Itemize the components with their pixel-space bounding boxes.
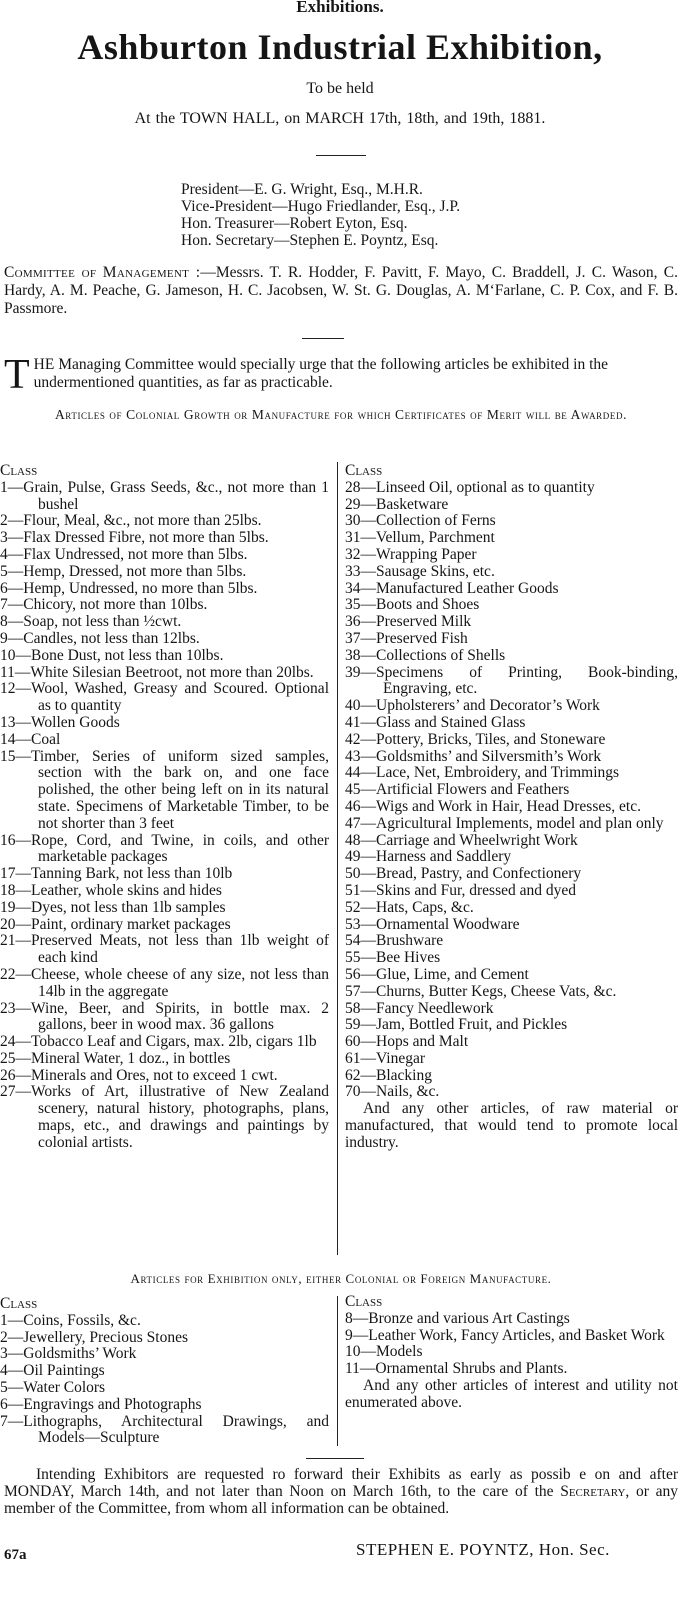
divider — [306, 1458, 364, 1459]
list-item: 43—Goldsmiths’ and Silversmith’s Work — [345, 747, 602, 765]
list-item: 1—Coins, Fossils, &c. — [0, 1311, 141, 1329]
list-item: 48—Carriage and Wheelwright Work — [345, 831, 578, 849]
list-item: 49—Harness and Saddlery — [345, 848, 512, 866]
list-item: 23—Wine, Beer, and Spirits, in bottle max. 2 gallons, beer in wood max. 36 gallons — [0, 999, 329, 1034]
list-item: 32—Wrapping Paper — [345, 545, 477, 563]
list-item: 8—Soap, not less than ½cwt. — [0, 613, 182, 631]
list-item: 51—Skins and Fur, dressed and dyed — [345, 881, 576, 899]
list-note: And any other articles of interest and utility not enumerated above. — [345, 1376, 678, 1411]
officer-president: President—E. G. Wright, Esq., M.H.R. — [181, 181, 423, 198]
notice-paragraph — [4, 1466, 678, 1517]
subtitle: To be held — [306, 80, 374, 97]
signature-line: STEPHEN E. POYNTZ, Hon. Sec. — [356, 1540, 610, 1559]
list-item: 45—Artificial Flowers and Feathers — [345, 781, 570, 799]
list-item: 2—Jewellery, Precious Stones — [0, 1328, 188, 1346]
list-item: 6—Engravings and Photographs — [0, 1395, 202, 1413]
list-item: 24—Tobacco Leaf and Cigars, max. 2lb, cigars 1lb — [0, 1033, 317, 1051]
list-item: 50—Bread, Pastry, and Confectionery — [345, 865, 582, 883]
class-label: Class — [0, 1295, 38, 1312]
list-item: 60—Hops and Malt — [345, 1033, 469, 1051]
class-label: Class — [345, 1293, 383, 1310]
list-item: 21—Preserved Meats, not less than 1lb weight of each kind — [0, 932, 329, 967]
list-item: 42—Pottery, Bricks, Tiles, and Stoneware — [345, 730, 606, 748]
list-item: 70—Nails, &c. — [345, 1083, 440, 1101]
officer-treasurer: Hon. Treasurer—Robert Eyton, Esq. — [181, 215, 408, 232]
list-item: 52—Hats, Caps, &c. — [345, 898, 474, 916]
column-divider — [337, 1296, 338, 1446]
list-item: 9—Leather Work, Fancy Articles, and Basket Work — [345, 1326, 665, 1344]
running-head: Exhibitions. — [296, 0, 384, 16]
notice-text-before: Intending Exhibitors are requested ro forward their Exhibits as early as possib e on and after MONDAY, March 14th, and not later than Noon on March 16th, to the care of the — [4, 1466, 678, 1500]
list-item: 9—Candles, not less than 12lbs. — [0, 629, 200, 647]
list-item: 22—Cheese, whole cheese of any size, not less than 14lb in the aggregate — [0, 965, 329, 1000]
class-label: Class — [0, 462, 38, 479]
merit-heading: Articles of Colonial Growth or Manufacture for which Certificates of Merit will be Awarded. — [54, 407, 628, 422]
list-item: 35—Boots and Shoes — [345, 596, 480, 614]
list-item: 26—Minerals and Ores, not to exceed 1 cwt. — [0, 1066, 278, 1084]
list-item: 3—Flax Dressed Fibre, not more than 5lbs. — [0, 529, 269, 547]
exhibition-right-column — [345, 1294, 678, 1412]
column-divider — [337, 462, 338, 1255]
exhibition-left-column — [0, 1296, 329, 1447]
list-item: 12—Wool, Washed, Greasy and Scoured. Optional as to quantity — [0, 680, 329, 715]
officers-list — [181, 181, 651, 249]
list-item: 17—Tanning Bark, not less than 10lb — [0, 865, 233, 883]
list-item: 46—Wigs and Work in Hair, Head Dresses, etc. — [345, 797, 641, 815]
list-item: 44—Lace, Net, Embroidery, and Trimmings — [345, 764, 620, 782]
notice-secretary: Secretary, — [560, 1483, 630, 1500]
list-item: 37—Preserved Fish — [345, 629, 468, 647]
urge-paragraph — [4, 352, 678, 398]
list-item: 28—Linseed Oil, optional as to quantity — [345, 478, 595, 496]
class-label: Class — [345, 462, 383, 479]
list-item: 62—Blacking — [345, 1066, 432, 1084]
list-item: 5—Hemp, Dressed, not more than 5lbs. — [0, 562, 247, 580]
list-item: 5—Water Colors — [0, 1378, 106, 1396]
list-item: 57—Churns, Butter Kegs, Cheese Vats, &c. — [345, 982, 617, 1000]
officer-secretary: Hon. Secretary—Stephen E. Poyntz, Esq. — [181, 232, 439, 249]
list-item: 39—Specimens of Printing, Book-binding, Engraving, etc. — [345, 663, 678, 698]
list-item: 55—Bee Hives — [345, 949, 441, 967]
list-item: 10—Models — [345, 1343, 423, 1361]
divider — [302, 338, 344, 339]
list-item: 8—Bronze and various Art Castings — [345, 1309, 570, 1327]
notice-text-after: or any member of the Committee, from whom all information can be obtained. — [4, 1483, 678, 1517]
list-item: 59—Jam, Bottled Fruit, and Pickles — [345, 1016, 568, 1034]
list-item: 15—Timber, Series of uniform sized samples, section with the bark on, and one face polished, the other being left on in its natural state. Specimens of Marketable Timber, to be not shorter than 3 feet — [0, 747, 329, 832]
list-item: 61—Vinegar — [345, 1049, 425, 1067]
list-item: 18—Leather, whole skins and hides — [0, 881, 222, 899]
list-item: 25—Mineral Water, 1 doz., in bottles — [0, 1049, 231, 1067]
list-item: 33—Sausage Skins, etc. — [345, 562, 495, 580]
list-item: 27—Works of Art, illustrative of New Zealand scenery, natural history, photographs, plans, maps, etc., and drawings and paintings by colonial artists. — [0, 1083, 329, 1151]
list-item: 7—Chicory, not more than 10lbs. — [0, 596, 208, 614]
venue-line: At the TOWN HALL, on MARCH 17th, 18th, and 19th, 1881. — [134, 110, 546, 127]
list-item: 31—Vellum, Parchment — [345, 529, 495, 547]
page-number: 67a — [4, 1547, 27, 1563]
list-item: 11—Ornamental Shrubs and Plants. — [345, 1360, 568, 1378]
committee-lead: Committee of Management : — [4, 264, 201, 281]
list-item: 10—Bone Dust, not less than 10lbs. — [0, 646, 224, 664]
committee-paragraph — [4, 264, 678, 318]
list-item: 56—Glue, Lime, and Cement — [345, 965, 529, 983]
list-item: 19—Dyes, not less than 1lb samples — [0, 898, 226, 916]
list-item: 40—Upholsterers’ and Decorator’s Work — [345, 697, 600, 715]
merit-right-column — [345, 463, 678, 1152]
list-item: 30—Collection of Ferns — [345, 512, 496, 530]
list-item: 14—Coal — [0, 730, 61, 748]
list-item: 7—Lithographs, Architectural Drawings, and Models—Sculpture — [0, 1412, 329, 1447]
list-item: 20—Paint, ordinary market packages — [0, 915, 231, 933]
page-title: Ashburton Industrial Exhibition, — [77, 27, 603, 67]
list-item: 2—Flour, Meal, &c., not more than 25lbs. — [0, 512, 262, 530]
committee-members: —Messrs. T. R. Hodder, F. Pavitt, F. Mayo, C. Braddell, J. C. Wason, C. Hardy, A. M. Peache, G. Jameson, H. C. Jacobsen, W. St. G. Douglas, A. M‘Farlane, C. P. Cox, and F. B. Passmore. — [4, 264, 678, 317]
list-item: 11—White Silesian Beetroot, not more than 20lbs. — [0, 663, 314, 681]
list-item: 16—Rope, Cord, and Twine, in coils, and other marketable packages — [0, 831, 329, 866]
merit-left-column — [0, 463, 329, 1152]
list-item: 4—Oil Paintings — [0, 1362, 105, 1380]
list-item: 1—Grain, Pulse, Grass Seeds, &c., not more than 1 bushel — [0, 478, 329, 513]
urge-text: HE Managing Committee would specially urge that the following articles be exhibited in the undermentioned quantities, as far as practicable. — [33, 356, 609, 391]
list-item: 29—Basketware — [345, 495, 449, 513]
officer-vice-president: Vice-President—Hugo Friedlander, Esq., J.P. — [181, 198, 461, 215]
list-item: 36—Preserved Milk — [345, 613, 472, 631]
list-item: 13—Wollen Goods — [0, 713, 120, 731]
list-item: 53—Ornamental Woodware — [345, 915, 520, 933]
list-item: 58—Fancy Needlework — [345, 999, 494, 1017]
exhibition-only-heading: Articles for Exhibition only, either Colonial or Foreign Manufacture. — [130, 1271, 552, 1286]
list-item: 54—Brushware — [345, 932, 444, 950]
list-item: 34—Manufactured Leather Goods — [345, 579, 559, 597]
list-item: 6—Hemp, Undressed, no more than 5lbs. — [0, 579, 258, 597]
list-item: 47—Agricultural Implements, model and plan only — [345, 814, 664, 832]
list-item: 4—Flax Undressed, not more than 5lbs. — [0, 545, 248, 563]
divider — [316, 155, 366, 156]
list-item: 38—Collections of Shells — [345, 646, 506, 664]
drop-cap: T — [4, 352, 30, 398]
list-item: 3—Goldsmiths’ Work — [0, 1345, 137, 1363]
list-note: And any other articles, of raw material or manufactured, that would tend to promote local industry. — [345, 1100, 678, 1151]
list-item: 41—Glass and Stained Glass — [345, 713, 526, 731]
